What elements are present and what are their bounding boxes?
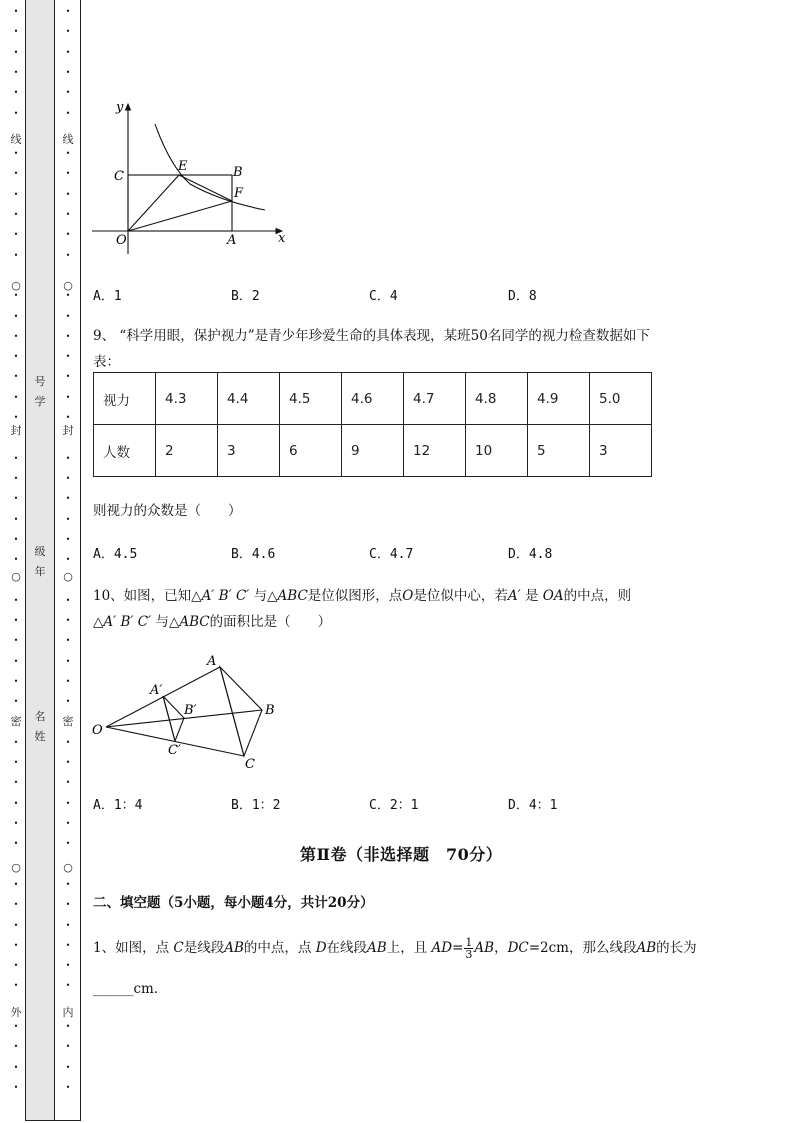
margin-dot: • — [65, 758, 71, 768]
rectangle-OABC — [128, 175, 232, 231]
margin-dot: • — [65, 494, 71, 504]
label-F: F — [234, 186, 244, 201]
margin-dot: • — [65, 778, 71, 788]
margin-dot: • — [13, 920, 19, 930]
margin-dot: • — [65, 392, 71, 402]
margin-dot: • — [13, 453, 19, 463]
table-cell: 2 — [156, 425, 218, 477]
margin-dot: • — [13, 149, 19, 159]
margin-dot: • — [13, 616, 19, 625]
margin-mark: ○ — [11, 279, 21, 292]
margin-mark: ○ — [63, 279, 73, 292]
margin-dot: • — [13, 697, 19, 707]
margin-dot: • — [65, 473, 71, 483]
margin-dot: • — [65, 149, 71, 159]
margin-dot: • — [13, 879, 19, 889]
margin-mark: ○ — [11, 861, 21, 874]
margin-dot: • — [65, 311, 71, 321]
margin-dot: • — [13, 676, 19, 686]
margin-dot: • — [65, 514, 71, 524]
q8-figure — [90, 96, 300, 256]
margin-dot: • — [13, 940, 19, 950]
table-cell: 4.8 — [466, 373, 528, 425]
q9-stem-line1: 9、 “科学用眼，保护视力”是青少年珍爱生命的具体表现，某班50名同学的视力检查数据如下 — [93, 328, 650, 344]
q9-option-d[interactable]: D．4.8 — [508, 547, 553, 562]
margin-bottom-line — [55, 1120, 81, 1121]
left-dot-column — [10, 0, 22, 1120]
fraction-one-third: $\frac{1}{3}$ — [465, 936, 473, 961]
margin-dot: • — [13, 331, 19, 341]
margin-mark: ○ — [63, 570, 73, 583]
margin-border-line — [80, 0, 81, 1120]
margin-dot: • — [65, 616, 71, 625]
student-id-label: 号 学 — [34, 375, 46, 408]
margin-dot: • — [13, 230, 19, 240]
name-label: 名 姓 — [34, 710, 46, 743]
segment-OF — [128, 201, 232, 231]
q10-stem-line1: 10、如图，已知△A′ B′ C′ 与△ABC是位似图形，点O是位似中心，若A′ 是 OA的中点，则 — [93, 588, 632, 604]
margin-dot: • — [13, 961, 19, 971]
q10-option-c[interactable]: C．2：1 — [369, 798, 419, 813]
label-A-prime: A′ — [150, 683, 163, 698]
q9-option-b[interactable]: B．4.6 — [231, 547, 276, 562]
section-title: 第Ⅱ卷（非选择题 70分） — [300, 845, 503, 864]
label-A: A — [227, 233, 237, 248]
margin-dot: • — [13, 737, 19, 747]
margin-mark: 内 — [62, 1006, 74, 1019]
margin-dot: • — [13, 758, 19, 768]
margin-dot: • — [65, 555, 71, 565]
margin-dot: • — [65, 656, 71, 666]
margin-dot: • — [65, 352, 71, 362]
label-E: E — [178, 159, 188, 174]
q9-question: 则视力的众数是（ ） — [93, 503, 242, 519]
margin-dot: • — [65, 230, 71, 240]
q9-stem-line2: 表： — [93, 354, 120, 370]
margin-dot: • — [13, 311, 19, 321]
margin-dot: • — [65, 250, 71, 260]
part-title: 二、填空题（5小题，每小题4分，共计20分） — [93, 895, 374, 911]
margin-dot: • — [13, 534, 19, 544]
label-C: C — [245, 757, 255, 772]
margin-dot: • — [65, 1082, 71, 1092]
margin-dot: • — [13, 900, 19, 910]
margin-dot: • — [13, 67, 19, 77]
margin-dot: • — [65, 534, 71, 544]
margin-mark: ○ — [63, 861, 73, 874]
table-cell: 5 — [528, 425, 590, 477]
label-B: B — [233, 165, 243, 180]
table-cell: 3 — [590, 425, 652, 477]
table-cell: 4.9 — [528, 373, 590, 425]
margin-dot: • — [65, 169, 71, 179]
table-cell: 6 — [280, 425, 342, 477]
label-x: x — [278, 231, 286, 246]
margin-mark: 封 — [62, 424, 74, 437]
margin-dot: • — [13, 514, 19, 524]
table-cell: 4.5 — [280, 373, 342, 425]
table-cell: 10 — [466, 425, 528, 477]
margin-dot: • — [13, 656, 19, 666]
margin-dot: • — [13, 981, 19, 991]
label-A: A — [207, 654, 217, 669]
triangle-ABC — [220, 667, 262, 756]
margin-mark: 密 — [10, 715, 22, 728]
fill1-stem: 1、如图，点 C是线段AB的中点，点 D在线段AB上，且 AD= $\frac{1}{3}$ AB，DC=2cm，那么线段AB的长为 — [93, 936, 697, 961]
margin-dot: • — [13, 819, 19, 828]
margin-dot: • — [65, 900, 71, 910]
table-cell: 3 — [218, 425, 280, 477]
margin-dot: • — [13, 88, 19, 98]
margin-mark: 外 — [10, 1006, 22, 1019]
margin-dot: • — [13, 798, 19, 808]
margin-dot: • — [65, 7, 71, 16]
margin-dot: • — [13, 392, 19, 402]
margin-dot: • — [65, 67, 71, 77]
table-cell: 4.3 — [156, 373, 218, 425]
label-B: B — [265, 703, 275, 718]
margin-dot: • — [65, 636, 71, 646]
margin-dot: • — [13, 636, 19, 646]
margin-dot: • — [13, 839, 19, 849]
table-cell: 4.7 — [404, 373, 466, 425]
grade-label: 级 年 — [34, 545, 46, 578]
label-C: C — [114, 169, 124, 184]
hyperbola-curve — [155, 124, 265, 210]
margin-dot: • — [13, 778, 19, 788]
margin-dot: • — [65, 839, 71, 849]
margin-dot: • — [13, 27, 19, 37]
margin-dot: • — [13, 1062, 19, 1072]
margin-dot: • — [65, 210, 71, 219]
margin-dot: • — [13, 494, 19, 504]
margin-dot: • — [65, 1022, 71, 1031]
margin-dot: • — [65, 108, 71, 118]
margin-dot: • — [65, 1042, 71, 1052]
margin-dot: • — [65, 676, 71, 686]
margin-dot: • — [13, 555, 19, 565]
q10-option-d[interactable]: D．4：1 — [508, 798, 558, 813]
margin-dot: • — [65, 331, 71, 341]
margin-dot: • — [65, 372, 71, 382]
margin-dot: • — [65, 88, 71, 98]
table-cell: 5.0 — [590, 373, 652, 425]
label-y: y — [116, 100, 124, 115]
right-dot-column — [62, 0, 74, 1120]
margin-dot: • — [65, 453, 71, 463]
margin-dot: • — [13, 595, 19, 605]
table-cell: 4.4 — [218, 373, 280, 425]
margin-mark: ○ — [11, 570, 21, 583]
fill1-answer-blank[interactable]: ______cm． — [93, 981, 168, 997]
label-O: O — [92, 723, 103, 738]
vision-table — [93, 372, 652, 477]
table-cell: 人数 — [94, 425, 156, 477]
q9-option-a[interactable]: A．4.5 — [93, 547, 138, 562]
table-cell: 12 — [404, 425, 466, 477]
margin-dot: • — [65, 879, 71, 889]
table-row — [94, 373, 652, 425]
margin-dot: • — [13, 1082, 19, 1092]
margin-dot: • — [13, 473, 19, 483]
q10-option-b[interactable]: B．1：2 — [231, 798, 281, 813]
segment-EF — [179, 175, 232, 201]
margin-dot: • — [65, 961, 71, 971]
margin-dot: • — [65, 189, 71, 199]
margin-dot: • — [65, 697, 71, 707]
margin-dot: • — [65, 413, 71, 422]
q10-stem-line2: △A′ B′ C′ 与△ABC的面积比是（ ） — [93, 614, 332, 630]
margin-dot: • — [65, 27, 71, 37]
margin-dot: • — [13, 108, 19, 118]
table-cell: 视力 — [94, 373, 156, 425]
margin-dot: • — [13, 372, 19, 382]
margin-dot: • — [13, 352, 19, 362]
margin-mark: 封 — [10, 424, 22, 437]
binding-strip — [25, 0, 55, 1121]
margin-dot: • — [65, 1062, 71, 1072]
margin-dot: • — [13, 1042, 19, 1052]
margin-dot: • — [65, 595, 71, 605]
q8-option-a[interactable]: A．1 — [93, 289, 122, 304]
margin-dot: • — [13, 291, 19, 301]
label-O: O — [116, 233, 127, 248]
label-C-prime: C′ — [168, 743, 181, 758]
margin-dot: • — [13, 413, 19, 422]
margin-dot: • — [13, 189, 19, 199]
margin-mark: 线 — [62, 133, 74, 146]
margin-dot: • — [65, 819, 71, 828]
segment-AC-diag — [220, 667, 244, 756]
margin-dot: • — [65, 798, 71, 808]
q10-option-a[interactable]: A．1：4 — [93, 798, 143, 813]
margin-dot: • — [13, 169, 19, 179]
margin-dot: • — [13, 1022, 19, 1031]
label-B-prime: B′ — [184, 703, 197, 718]
margin-mark: 密 — [62, 715, 74, 728]
q10-figure — [88, 650, 288, 772]
margin-dot: • — [13, 250, 19, 260]
margin-dot: • — [65, 737, 71, 747]
q8-option-b[interactable]: B．2 — [231, 289, 260, 304]
q8-option-c[interactable]: C．4 — [369, 289, 398, 304]
q9-option-c[interactable]: C．4.7 — [369, 547, 414, 562]
margin-dot: • — [65, 981, 71, 991]
table-cell: 9 — [342, 425, 404, 477]
margin-dot: • — [65, 940, 71, 950]
segment-OE — [128, 175, 179, 231]
table-row — [94, 425, 652, 477]
margin-dot: • — [65, 47, 71, 57]
q8-option-d[interactable]: D．8 — [508, 289, 537, 304]
margin-dot: • — [65, 920, 71, 930]
margin-dot: • — [65, 291, 71, 301]
margin-dot: • — [13, 7, 19, 16]
margin-mark: 线 — [10, 133, 22, 146]
margin-dot: • — [13, 47, 19, 57]
margin-dot: • — [13, 210, 19, 219]
table-cell: 4.6 — [342, 373, 404, 425]
